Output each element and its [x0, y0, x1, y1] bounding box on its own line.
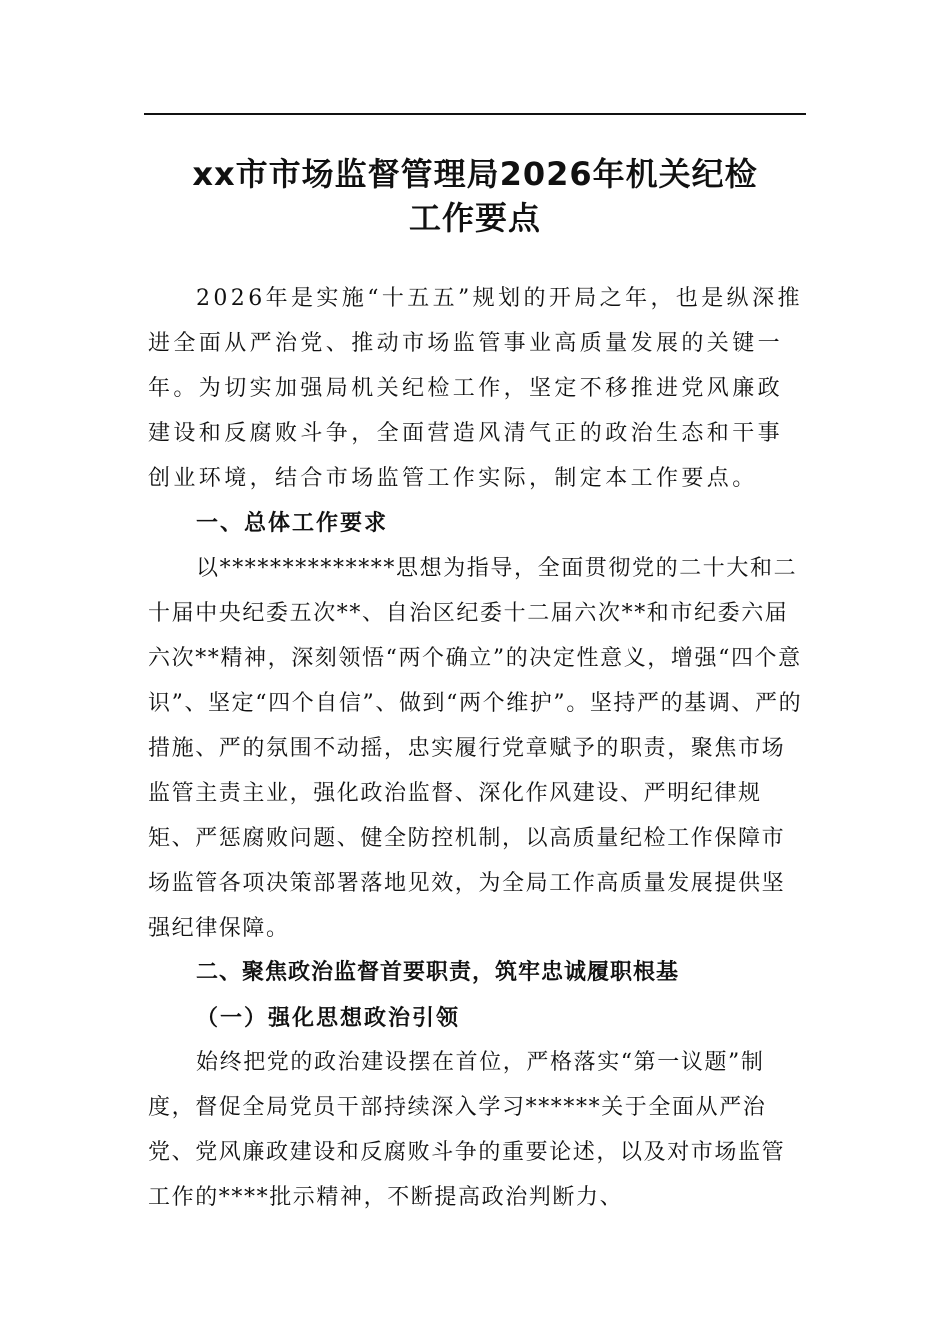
section-2-sub-1-paragraph: 始终把党的政治建设摆在首位，严格落实“第一议题”制度，督促全局党员干部持续深入学习******关于全面从严治党、党风廉政建设和反腐败斗争的重要论述，以及对市场监管工作的****批示精神，不断提高政治判断力、 [148, 1050, 786, 1210]
section-2-subheading-1: （一）强化思想政治引领 [196, 1005, 461, 1031]
document-title-line-2: 工作要点 [408, 199, 541, 237]
section-1-paragraph: 以**************思想为指导，全面贯彻党的二十大和二十届中央纪委五次**、自治区纪委十二届六次**和市纪委六届六次**精神，深刻领悟“两个确立”的决定性意义，增强“四个意识”、坚定“四个自信”、做到“两个维护”。坚持严的基调、严的措施、严的氛围不动摇，忠实履行党章赋予的职责，聚焦市场监管主责主业，强化政治监督、深化作风建设、严明纪律规矩、严惩腐败问题、健全防控机制，以高质量纪检工作保障市场监管各项决策部署落地见效，为全局工作高质量发展提供坚强纪律保障。 [148, 556, 803, 941]
header-rule [144, 113, 806, 115]
section-1-heading: 一、总体工作要求 [196, 511, 389, 536]
intro-paragraph: 2026年是实施“十五五”规划的开局之年，也是纵深推进全面从严治党、推动市场监管事业高质量发展的关键一年。为切实加强局机关纪检工作，坚定不移推进党风廉政建设和反腐败斗争，全面营造风清气正的政治生态和干事创业环境，结合市场监管工作实际，制定本工作要点。 [148, 286, 803, 491]
document-title-line-1: xx市市场监督管理局2026年机关纪检 [192, 155, 758, 193]
section-2-heading: 二、聚焦政治监督首要职责，筑牢忠诚履职根基 [196, 960, 680, 985]
